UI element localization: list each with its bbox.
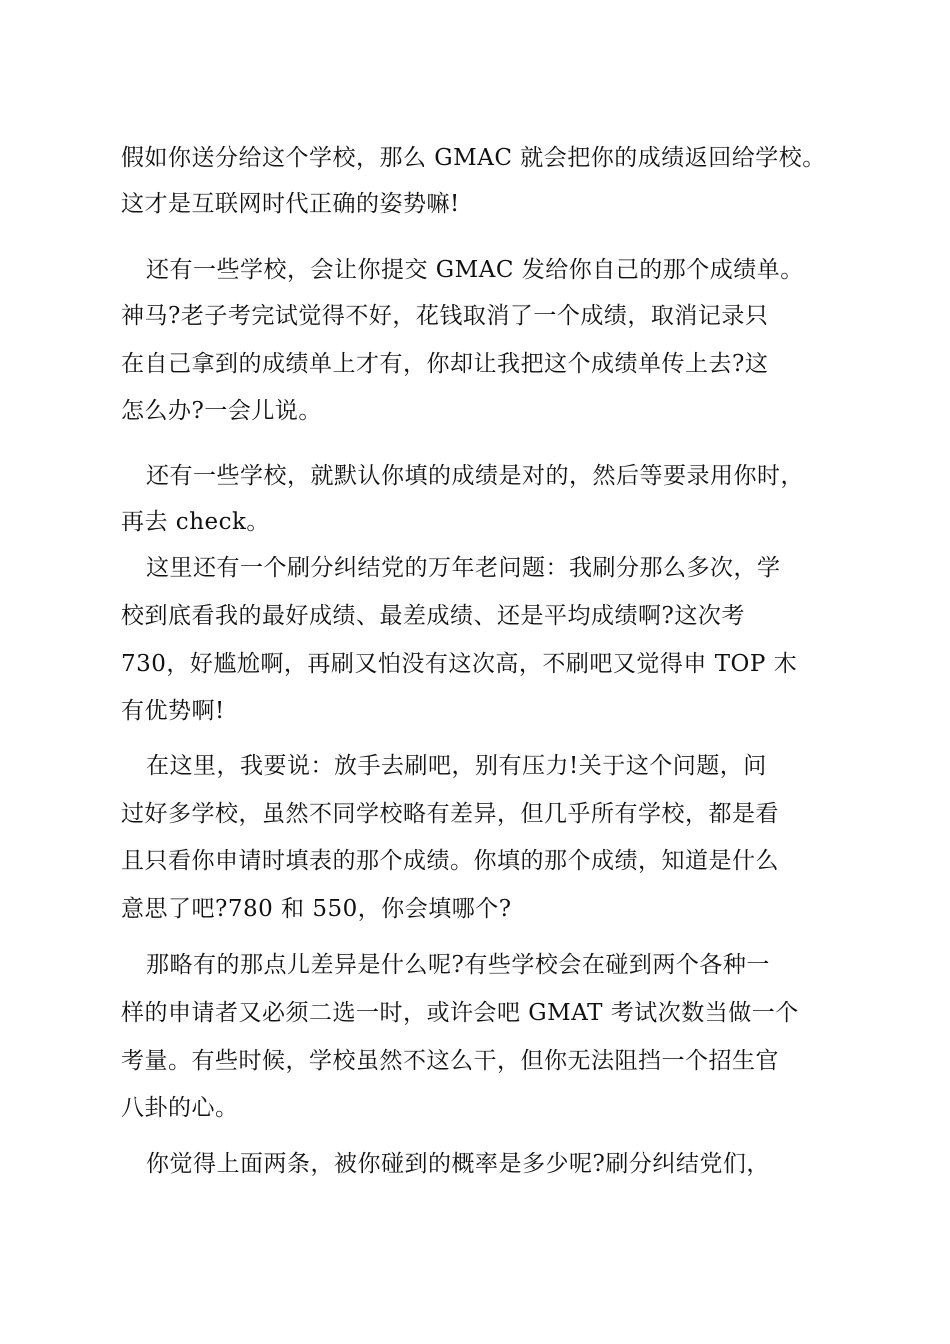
text-line: 考量。有些时候，学校虽然不这么干，但你无法阻挡一个招生官 <box>121 1048 779 1074</box>
text-line: 730，好尴尬啊，再刷又怕没有这次高，不刷吧又觉得申 TOP 木 <box>121 651 798 677</box>
text-line: 怎么办?一会儿说。 <box>121 398 322 424</box>
text-line: 在自己拿到的成绩单上才有，你却让我把这个成绩单传上去?这 <box>121 351 769 377</box>
text-line: 假如你送分给这个学校，那么 GMAC 就会把你的成绩返回给学校。 <box>121 145 826 171</box>
text-line: 那略有的那点儿差异是什么呢?有些学校会在碰到两个各种一 <box>146 952 770 978</box>
text-line: 还有一些学校，会让你提交 GMAC 发给你自己的那个成绩单。 <box>146 257 804 283</box>
text-line: 过好多学校，虽然不同学校略有差异，但几乎所有学校，都是看 <box>121 801 779 827</box>
text-line: 八卦的心。 <box>121 1095 239 1121</box>
text-line: 且只看你申请时填表的那个成绩。你填的那个成绩，知道是什么 <box>121 848 779 874</box>
text-line: 这才是互联网时代正确的姿势嘛! <box>121 191 460 217</box>
text-line: 这里还有一个刷分纠结党的万年老问题：我刷分那么多次，学 <box>146 555 781 581</box>
text-line: 校到底看我的最好成绩、最差成绩、还是平均成绩啊?这次考 <box>121 603 745 629</box>
text-line: 还有一些学校，就默认你填的成绩是对的，然后等要录用你时， <box>146 463 804 489</box>
text-line: 再去 check。 <box>121 509 270 535</box>
text-line: 神马?老子考完试觉得不好，花钱取消了一个成绩，取消记录只 <box>121 303 769 329</box>
text-line: 意思了吧?780 和 550，你会填哪个? <box>121 896 512 922</box>
text-line: 在这里，我要说：放手去刷吧，别有压力!关于这个问题，问 <box>146 753 767 779</box>
text-line: 你觉得上面两条，被你碰到的概率是多少呢?刷分纠结党们， <box>146 1151 770 1177</box>
text-line: 样的申请者又必须二选一时，或许会吧 GMAT 考试次数当做一个 <box>121 1000 799 1026</box>
text-line: 有优势啊! <box>121 698 225 724</box>
